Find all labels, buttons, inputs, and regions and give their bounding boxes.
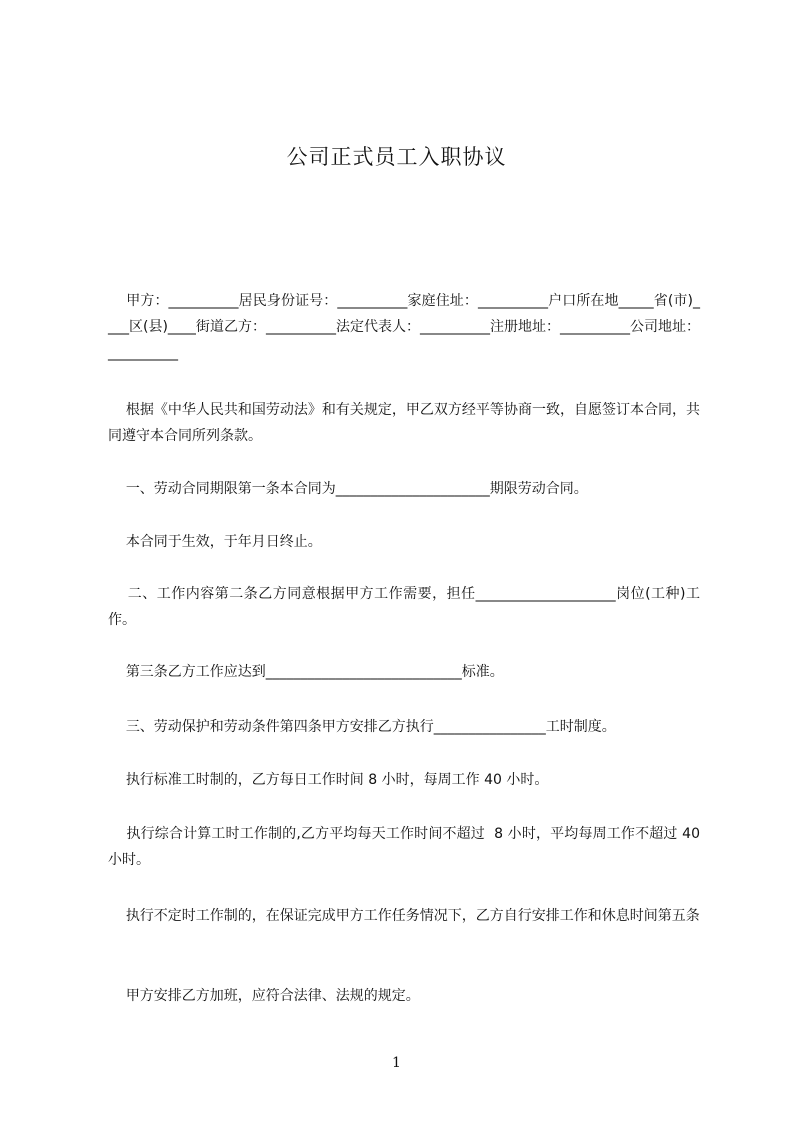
paragraph-clause-4: 三、劳动保护和劳动条件第四条甲方安排乙方执行________________工时制度。 (108, 719, 616, 735)
page-number: 1 (392, 1055, 401, 1071)
paragraph-clause-1: 一、劳动合同期限第一条本合同为______________________期限劳动合同。 (108, 481, 588, 497)
paragraph-parties: 甲方：__________居民身份证号：__________家庭住址：__________户口所在地_____省(市)____区(县)____街道乙方：__________法定代表人：__________注册地址：__________公司地址：__________ (108, 293, 700, 361)
document-title: 公司正式员工入职协议 (286, 145, 507, 169)
paragraph-contract-term: 本合同于生效，于年月日终止。 (108, 534, 322, 550)
paragraph-clause-3: 第三条乙方工作应达到____________________________标准。 (108, 664, 504, 680)
paragraph-flexible-hours: 执行不定时工作制的，在保证完成甲方工作任务情况下，乙方自行安排工作和休息时间第五条 (108, 908, 700, 924)
paragraph-comprehensive-hours: 执行综合计算工时工作制的,乙方平均每天工作时间不超过 8 小时，平均每周工作不超过 40 小时。 (108, 826, 705, 868)
paragraph-overtime: 甲方安排乙方加班，应符合法律、法规的规定。 (108, 988, 420, 1004)
paragraph-preamble: 根据《中华人民共和国劳动法》和有关规定，甲乙双方经平等协商一致，自愿签订本合同，共同遵守本合同所列条款。 (108, 402, 700, 444)
paragraph-clause-2: 二、工作内容第二条乙方同意根据甲方工作需要，担任____________________岗位(工种)工作。 (108, 586, 700, 628)
paragraph-standard-hours: 执行标准工时制的，乙方每日工作时间 8 小时，每周工作 40 小时。 (108, 772, 549, 788)
